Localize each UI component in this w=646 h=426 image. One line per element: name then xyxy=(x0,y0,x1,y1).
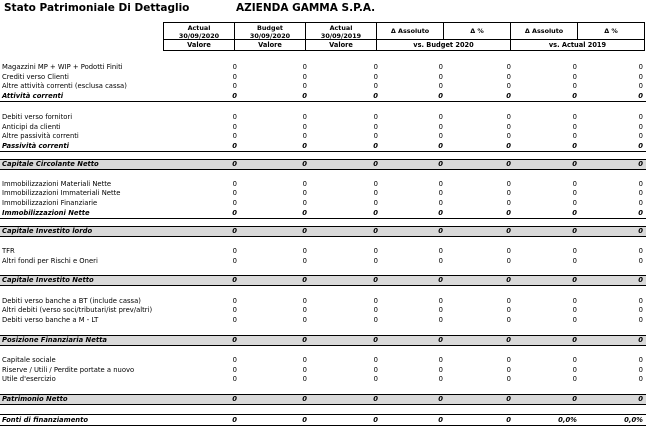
row-value: 0 xyxy=(506,123,511,131)
row-value: 0 xyxy=(638,276,643,284)
row-value: 0 xyxy=(638,142,643,150)
row-value: 0 xyxy=(302,199,307,207)
row-value: 0 xyxy=(302,63,307,71)
row-label: Altre attività correnti (esclusa cassa) xyxy=(2,82,127,90)
row-value: 0 xyxy=(638,356,643,364)
row-label: Anticipi da clienti xyxy=(2,123,61,131)
row-value: 0 xyxy=(638,247,643,255)
row-value: 0 xyxy=(438,132,443,140)
row-value: 0 xyxy=(232,209,237,217)
row-label: Crediti verso Clienti xyxy=(2,73,69,81)
row-value: 0 xyxy=(638,160,643,168)
row-value: 0 xyxy=(572,297,577,305)
row-value: 0 xyxy=(438,199,443,207)
row-value: 0 xyxy=(302,306,307,314)
header-delta-abs-actual xyxy=(510,22,578,40)
row-value: 0 xyxy=(506,160,511,168)
row-value: 0 xyxy=(506,199,511,207)
table-row xyxy=(0,208,646,219)
row-value: 0 xyxy=(572,199,577,207)
row-value: 0 xyxy=(438,375,443,383)
row-value: 0 xyxy=(438,316,443,324)
header-delta-abs-budget xyxy=(376,22,444,40)
row-value: 0 xyxy=(438,356,443,364)
row-value: 0 xyxy=(638,227,643,235)
subheader-valore-2: Valore xyxy=(258,41,282,49)
table-row xyxy=(0,414,646,426)
table-row xyxy=(0,374,646,384)
row-value: 0 xyxy=(232,113,237,121)
row-value: 0 xyxy=(302,132,307,140)
header-budget-2020 xyxy=(234,22,306,40)
row-value: 0 xyxy=(373,160,378,168)
row-value: 0 xyxy=(302,276,307,284)
row-label: Debiti verso banche a BT (include cassa) xyxy=(2,297,141,305)
row-value: 0 xyxy=(638,63,643,71)
row-label: Immobilizzazioni Materiali Nette xyxy=(2,180,112,188)
row-label: Altri debiti (verso soci/tributari/ist prev/altri) xyxy=(2,306,153,314)
row-value: 0 xyxy=(232,257,237,265)
table-row xyxy=(0,246,646,256)
subheader-divider-left xyxy=(163,40,164,51)
row-value: 0 xyxy=(506,189,511,197)
row-value: 0 xyxy=(638,209,643,217)
row-value: 0 xyxy=(232,180,237,188)
row-value: 0 xyxy=(373,375,378,383)
company-name: AZIENDA GAMMA S.P.A. xyxy=(236,2,376,14)
row-value: 0 xyxy=(373,142,378,150)
row-value: 0 xyxy=(506,375,511,383)
header-budget-2020-label: Budget xyxy=(257,24,283,32)
row-label: Capitale sociale xyxy=(2,356,56,364)
table-row xyxy=(0,62,646,72)
row-value: 0 xyxy=(302,257,307,265)
header-actual-2020 xyxy=(163,22,235,40)
table-row xyxy=(0,81,646,91)
row-value: 0 xyxy=(572,142,577,150)
row-value: 0 xyxy=(572,92,577,100)
row-value: 0 xyxy=(373,306,378,314)
subheader-valore-1: Valore xyxy=(187,41,211,49)
row-value: 0 xyxy=(506,113,511,121)
row-value: 0 xyxy=(373,276,378,284)
row-label: Capitale Circolante Netto xyxy=(2,160,99,168)
row-label: Attività correnti xyxy=(2,92,64,100)
row-value: 0 xyxy=(506,82,511,90)
row-value: 0 xyxy=(506,180,511,188)
row-value: 0 xyxy=(572,366,577,374)
row-label: Patrimonio Netto xyxy=(2,395,68,403)
row-value: 0 xyxy=(572,306,577,314)
row-value: 0 xyxy=(506,73,511,81)
subheader-divider-1 xyxy=(234,40,235,51)
subheader-divider-2 xyxy=(305,40,306,51)
row-value: 0 xyxy=(232,306,237,314)
header-actual-2020-label: Actual xyxy=(187,24,211,32)
row-value: 0 xyxy=(232,297,237,305)
row-value: 0 xyxy=(638,366,643,374)
row-value: 0 xyxy=(438,366,443,374)
row-value: 0 xyxy=(572,257,577,265)
row-value: 0 xyxy=(373,356,378,364)
row-value: 0 xyxy=(302,395,307,403)
row-value: 0 xyxy=(506,297,511,305)
row-value: 0 xyxy=(638,180,643,188)
row-value: 0 xyxy=(506,395,511,403)
row-value: 0 xyxy=(438,257,443,265)
subheader-divider-right xyxy=(644,40,645,51)
row-value: 0 xyxy=(506,316,511,324)
header-actual-2020-date: 30/09/2020 xyxy=(178,32,220,40)
row-value: 0 xyxy=(302,366,307,374)
row-value: 0 xyxy=(373,366,378,374)
header-actual-2019-label: Actual xyxy=(329,24,353,32)
row-value: 0 xyxy=(302,142,307,150)
row-label: Capitale Investito Netto xyxy=(2,276,94,284)
row-value: 0 xyxy=(572,73,577,81)
row-value: 0 xyxy=(638,306,643,314)
row-value: 0 xyxy=(506,227,511,235)
row-value: 0 xyxy=(373,199,378,207)
header-delta-pct-actual-label: Δ % xyxy=(604,27,618,35)
row-value: 0 xyxy=(638,73,643,81)
row-value: 0 xyxy=(638,132,643,140)
row-value: 0 xyxy=(638,336,643,344)
row-value: 0 xyxy=(302,113,307,121)
row-value: 0 xyxy=(302,209,307,217)
row-value: 0 xyxy=(572,82,577,90)
row-value: 0 xyxy=(373,416,378,424)
row-value: 0 xyxy=(638,316,643,324)
row-value: 0 xyxy=(438,306,443,314)
row-label: Magazzini MP + WIP + Podotti Finiti xyxy=(2,63,123,71)
table-row xyxy=(0,131,646,141)
row-value: 0 xyxy=(638,297,643,305)
row-value: 0 xyxy=(373,257,378,265)
row-value: 0 xyxy=(373,180,378,188)
row-label: Immobilizzazioni Finanziarie xyxy=(2,199,98,207)
row-value: 0 xyxy=(638,199,643,207)
table-row xyxy=(0,275,646,286)
table-row xyxy=(0,355,646,365)
row-value: 0 xyxy=(572,227,577,235)
row-value: 0 xyxy=(302,160,307,168)
row-value: 0 xyxy=(572,247,577,255)
row-value: 0 xyxy=(506,306,511,314)
row-value: 0 xyxy=(302,247,307,255)
table-row xyxy=(0,198,646,208)
row-value: 0 xyxy=(232,247,237,255)
row-value: 0 xyxy=(232,123,237,131)
row-value: 0 xyxy=(506,356,511,364)
header-delta-abs-actual-label: Δ Assoluto xyxy=(524,27,564,35)
row-value: 0 xyxy=(232,142,237,150)
row-value: 0 xyxy=(302,180,307,188)
table-row xyxy=(0,141,646,152)
row-value: 0 xyxy=(572,356,577,364)
row-value: 0 xyxy=(506,92,511,100)
row-value: 0 xyxy=(638,257,643,265)
row-label: Altre passività correnti xyxy=(2,132,79,140)
row-value: 0 xyxy=(232,276,237,284)
subheader-underline xyxy=(163,50,645,51)
header-actual-2019-date: 30/09/2019 xyxy=(320,32,362,40)
row-value: 0,0% xyxy=(624,416,643,424)
table-row xyxy=(0,335,646,346)
row-value: 0 xyxy=(506,247,511,255)
row-label: Debiti verso banche a M - LT xyxy=(2,316,99,324)
row-label: Altri fondi per Rischi e Oneri xyxy=(2,257,98,265)
row-label: Fonti di finanziamento xyxy=(2,416,89,424)
row-value: 0 xyxy=(572,123,577,131)
row-value: 0 xyxy=(373,82,378,90)
row-value: 0 xyxy=(373,92,378,100)
table-row xyxy=(0,315,646,325)
header-actual-2019 xyxy=(305,22,377,40)
row-value: 0 xyxy=(373,247,378,255)
row-value: 0 xyxy=(572,63,577,71)
row-value: 0 xyxy=(438,160,443,168)
row-value: 0 xyxy=(638,113,643,121)
row-label: Riserve / Utili / Perdite portate a nuovo xyxy=(2,366,135,374)
row-value: 0 xyxy=(438,189,443,197)
table-row xyxy=(0,305,646,315)
subheader-vs-actual: vs. Actual 2019 xyxy=(548,41,607,49)
table-row xyxy=(0,91,646,102)
row-value: 0 xyxy=(438,113,443,121)
row-value: 0 xyxy=(572,316,577,324)
row-value: 0 xyxy=(572,209,577,217)
row-value: 0 xyxy=(373,316,378,324)
row-value: 0 xyxy=(232,132,237,140)
row-value: 0 xyxy=(438,416,443,424)
row-value: 0 xyxy=(438,92,443,100)
row-label: Immobilizzazioni Nette xyxy=(2,209,90,217)
row-value: 0 xyxy=(638,189,643,197)
row-value: 0 xyxy=(638,82,643,90)
row-value: 0 xyxy=(373,132,378,140)
row-value: 0 xyxy=(232,160,237,168)
subheader-divider-4 xyxy=(510,40,511,51)
row-value: 0 xyxy=(438,180,443,188)
row-value: 0 xyxy=(302,375,307,383)
row-value: 0 xyxy=(373,395,378,403)
row-value: 0 xyxy=(232,316,237,324)
row-value: 0 xyxy=(572,180,577,188)
header-delta-abs-budget-label: Δ Assoluto xyxy=(390,27,430,35)
row-value: 0 xyxy=(506,257,511,265)
row-value: 0 xyxy=(232,416,237,424)
row-value: 0 xyxy=(373,63,378,71)
subheader-vs-budget: vs. Budget 2020 xyxy=(413,41,474,49)
row-value: 0 xyxy=(232,366,237,374)
subheader-divider-3 xyxy=(376,40,377,51)
row-value: 0 xyxy=(638,375,643,383)
row-value: 0 xyxy=(232,375,237,383)
row-value: 0 xyxy=(438,123,443,131)
row-value: 0 xyxy=(302,227,307,235)
row-value: 0 xyxy=(438,209,443,217)
row-value: 0 xyxy=(638,92,643,100)
row-label: Posizione Finanziaria Netta xyxy=(2,336,107,344)
row-value: 0 xyxy=(302,316,307,324)
row-value: 0 xyxy=(438,227,443,235)
row-value: 0 xyxy=(232,92,237,100)
row-value: 0 xyxy=(302,189,307,197)
row-value: 0 xyxy=(572,336,577,344)
row-value: 0 xyxy=(506,63,511,71)
row-value: 0 xyxy=(232,336,237,344)
row-value: 0 xyxy=(232,82,237,90)
header-delta-pct-budget xyxy=(443,22,511,40)
row-value: 0 xyxy=(232,227,237,235)
row-value: 0 xyxy=(302,92,307,100)
row-value: 0 xyxy=(302,336,307,344)
row-value: 0 xyxy=(506,142,511,150)
row-value: 0 xyxy=(506,366,511,374)
row-value: 0 xyxy=(302,73,307,81)
row-value: 0 xyxy=(438,297,443,305)
row-value: 0 xyxy=(638,123,643,131)
row-value: 0 xyxy=(506,336,511,344)
row-value: 0,0% xyxy=(558,416,577,424)
row-value: 0 xyxy=(373,73,378,81)
row-value: 0 xyxy=(438,82,443,90)
row-value: 0 xyxy=(506,209,511,217)
table-row xyxy=(0,188,646,198)
row-value: 0 xyxy=(572,375,577,383)
header-delta-pct-budget-label: Δ % xyxy=(470,27,484,35)
row-value: 0 xyxy=(232,199,237,207)
row-value: 0 xyxy=(438,395,443,403)
row-value: 0 xyxy=(373,297,378,305)
row-value: 0 xyxy=(302,123,307,131)
row-label: Immobilizzazioni Immateriali Nette xyxy=(2,189,121,197)
row-value: 0 xyxy=(572,132,577,140)
header-delta-pct-actual xyxy=(577,22,645,40)
row-label: Capitale Investito lordo xyxy=(2,227,93,235)
report-title: Stato Patrimoniale Di Dettaglio xyxy=(4,2,190,14)
row-value: 0 xyxy=(572,395,577,403)
row-value: 0 xyxy=(438,63,443,71)
row-value: 0 xyxy=(438,73,443,81)
subheader-valore-3: Valore xyxy=(329,41,353,49)
row-value: 0 xyxy=(572,276,577,284)
row-value: 0 xyxy=(232,63,237,71)
table-row xyxy=(0,226,646,237)
row-value: 0 xyxy=(302,297,307,305)
row-value: 0 xyxy=(638,395,643,403)
table-row xyxy=(0,112,646,122)
row-value: 0 xyxy=(302,82,307,90)
row-value: 0 xyxy=(572,189,577,197)
row-value: 0 xyxy=(373,227,378,235)
row-value: 0 xyxy=(373,189,378,197)
row-value: 0 xyxy=(572,160,577,168)
row-value: 0 xyxy=(373,209,378,217)
row-value: 0 xyxy=(438,276,443,284)
row-label: Utile d'esercizio xyxy=(2,375,56,383)
row-label: Debiti verso fornitori xyxy=(2,113,73,121)
row-value: 0 xyxy=(572,113,577,121)
row-value: 0 xyxy=(232,73,237,81)
row-label: Passività correnti xyxy=(2,142,69,150)
row-value: 0 xyxy=(373,123,378,131)
row-value: 0 xyxy=(438,247,443,255)
row-value: 0 xyxy=(232,189,237,197)
row-value: 0 xyxy=(373,113,378,121)
row-value: 0 xyxy=(506,276,511,284)
row-value: 0 xyxy=(506,132,511,140)
row-value: 0 xyxy=(506,416,511,424)
row-value: 0 xyxy=(438,336,443,344)
row-value: 0 xyxy=(438,142,443,150)
row-value: 0 xyxy=(302,416,307,424)
row-value: 0 xyxy=(302,356,307,364)
table-row xyxy=(0,256,646,266)
row-value: 0 xyxy=(232,395,237,403)
row-label: TFR xyxy=(2,247,15,255)
row-value: 0 xyxy=(232,356,237,364)
header-budget-2020-date: 30/09/2020 xyxy=(249,32,291,40)
table-row xyxy=(0,159,646,170)
row-value: 0 xyxy=(373,336,378,344)
table-row xyxy=(0,394,646,405)
